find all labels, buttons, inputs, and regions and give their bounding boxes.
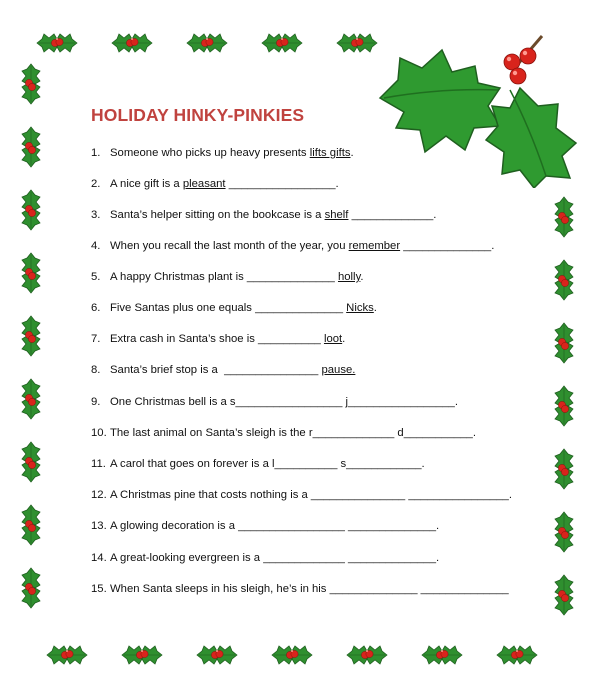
holly-icon [551,195,577,239]
holly-icon [18,566,44,610]
holly-icon [18,188,44,232]
question-12: 12. A Christmas pine that costs nothing is a _______________ ________________. [91,489,512,501]
question-15: 15. When Santa sleeps in his sleigh, he’s in his ______________ ______________ [91,583,509,595]
holly-icon [45,642,89,668]
holly-icon [551,447,577,491]
holly-icon [345,642,389,668]
question-11: 11. A carol that goes on forever is a l__________ s____________. [91,458,425,470]
holly-icon [18,503,44,547]
holly-icon [270,642,314,668]
question-6: 6. Five Santas plus one equals ______________ Nicks. [91,302,377,314]
holly-icon [495,642,539,668]
question-8: 8. Santa’s brief stop is a _______________ pause. [91,364,356,376]
large-holly-icon [370,28,585,188]
holly-icon [18,62,44,106]
holly-icon [551,510,577,554]
holly-icon [551,384,577,428]
holly-icon [120,642,164,668]
question-10: 10. The last animal on Santa’s sleigh is the r_____________ d___________. [91,427,476,439]
holly-icon [195,642,239,668]
question-7: 7. Extra cash in Santa’s shoe is __________ loot. [91,333,346,345]
question-3: 3. Santa’s helper sitting on the bookcase is a shelf _____________. [91,209,437,221]
holly-icon [551,573,577,617]
holly-icon [35,30,79,56]
holly-icon [185,30,229,56]
question-14: 14. A great-looking evergreen is a _____________ ______________. [91,552,440,564]
holly-icon [551,258,577,302]
holly-icon [18,125,44,169]
holly-icon [260,30,304,56]
holly-icon [551,321,577,365]
question-13: 13. A glowing decoration is a _________________ ______________. [91,520,440,532]
question-4: 4. When you recall the last month of the year, you remember ______________. [91,240,495,252]
question-1: 1. Someone who picks up heavy presents lifts gifts. [91,147,354,159]
holly-icon [110,30,154,56]
holly-icon [18,251,44,295]
question-5: 5. A happy Christmas plant is ______________ holly. [91,271,364,283]
question-9: 9. One Christmas bell is a s_________________ j_________________. [91,396,458,408]
question-2: 2. A nice gift is a pleasant _________________. [91,178,339,190]
holly-icon [18,314,44,358]
worksheet-title: HOLIDAY HINKY-PINKIES [91,105,305,125]
holly-icon [18,377,44,421]
holly-icon [420,642,464,668]
holly-icon [18,440,44,484]
